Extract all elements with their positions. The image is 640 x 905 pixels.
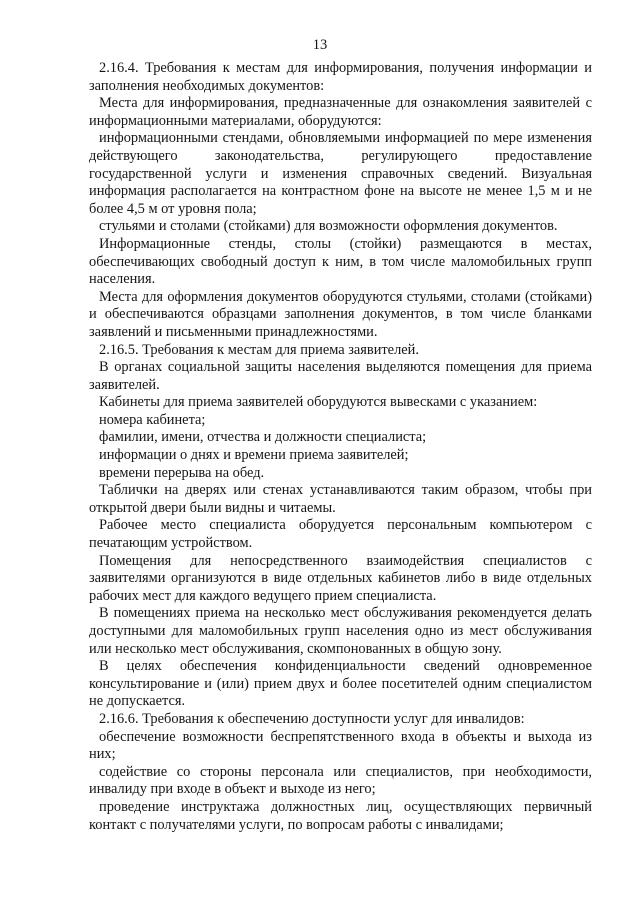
paragraph-door-plates: Таблички на дверях или стенах устанавливаются таким образом, чтобы при открытой двери были видны и читаемы.: [89, 482, 592, 516]
paragraph-staff-assistance: содействие со стороны персонала или специалистов, при необходимости, инвалиду при входе в объект и выходе из него;: [89, 763, 592, 798]
page-number: 13: [312, 37, 328, 53]
paragraph-stands-placement: Информационные стенды, столы (стойки) размещаются в местах, обеспечивающих свободный доступ к ним, в том числе маломобильных групп населения.: [89, 235, 592, 288]
paragraph-2-16-6-heading: 2.16.6. Требования к обеспечению доступности услуг для инвалидов:: [99, 710, 525, 727]
paragraph-reception-rooms: В органах социальной защиты населения выделяются помещения для приема заявителей.: [89, 359, 592, 393]
paragraph-info-stands: информационными стендами, обновляемыми информацией по мере изменения действующего законодательства, регулирующего предоставление государственной услуги и изменения справочных сведений. Визуальная информация располагается на контрастном фоне на высоте не менее 1,5 м и не более 4,5 м от уровня пола;: [89, 130, 592, 217]
paragraph-interaction-rooms: Помещения для непосредственного взаимодействия специалистов с заявителями организуются в виде отдельных кабинетов либо в виде отдельных рабочих мест для каждого ведущего прием специалиста.: [89, 552, 592, 604]
list-item-lunch-break: времени перерыва на обед.: [99, 464, 265, 481]
paragraph-signage: Кабинеты для приема заявителей оборудуются вывесками с указанием:: [99, 394, 538, 411]
paragraph-document-places: Места для оформления документов оборудуются стульями, столами (стойками) и обеспечиваются образцами заполнения документов, в том числе бланками заявлений и письменными принадлежностями.: [89, 288, 592, 340]
paragraph-chairs-tables: стульями и столами (стойками) для возможности оформления документов.: [99, 218, 558, 235]
paragraph-info-places: Места для информирования, предназначенные для ознакомления заявителей с информационными материалами, оборудуются:: [89, 95, 592, 129]
paragraph-confidentiality: В целях обеспечения конфиденциальности сведений одновременное консультирование и (или) прием двух и более посетителей одним специалистом не допускается.: [89, 658, 592, 710]
paragraph-workplace: Рабочее место специалиста оборудуется персональным компьютером с печатающим устройством.: [89, 517, 592, 552]
list-item-specialist-name: фамилии, имени, отчества и должности специалиста;: [99, 429, 427, 446]
list-item-room-number: номера кабинета;: [99, 411, 206, 428]
paragraph-staff-briefing: проведение инструктажа должностных лиц, осуществляющих первичный контакт с получателями услуги, по вопросам работы с инвалидами;: [89, 798, 592, 833]
paragraph-2-16-4-heading: 2.16.4. Требования к местам для информирования, получения информации и заполнения необходимых документов:: [89, 60, 592, 94]
paragraph-accessible-service: В помещениях приема на несколько мест обслуживания рекомендуется делать доступными для маломобильных групп населения одно из мест обслуживания или несколько мест обслуживания, скомпонованных в общую зону.: [89, 605, 592, 657]
paragraph-2-16-5-heading: 2.16.5. Требования к местам для приема заявителей.: [99, 341, 419, 358]
document-body: [89, 60, 592, 834]
list-item-reception-days: информации о днях и времени приема заявителей;: [99, 447, 409, 464]
paragraph-barrier-free-access: обеспечение возможности беспрепятственного входа в объекты и выхода из них;: [89, 728, 592, 763]
